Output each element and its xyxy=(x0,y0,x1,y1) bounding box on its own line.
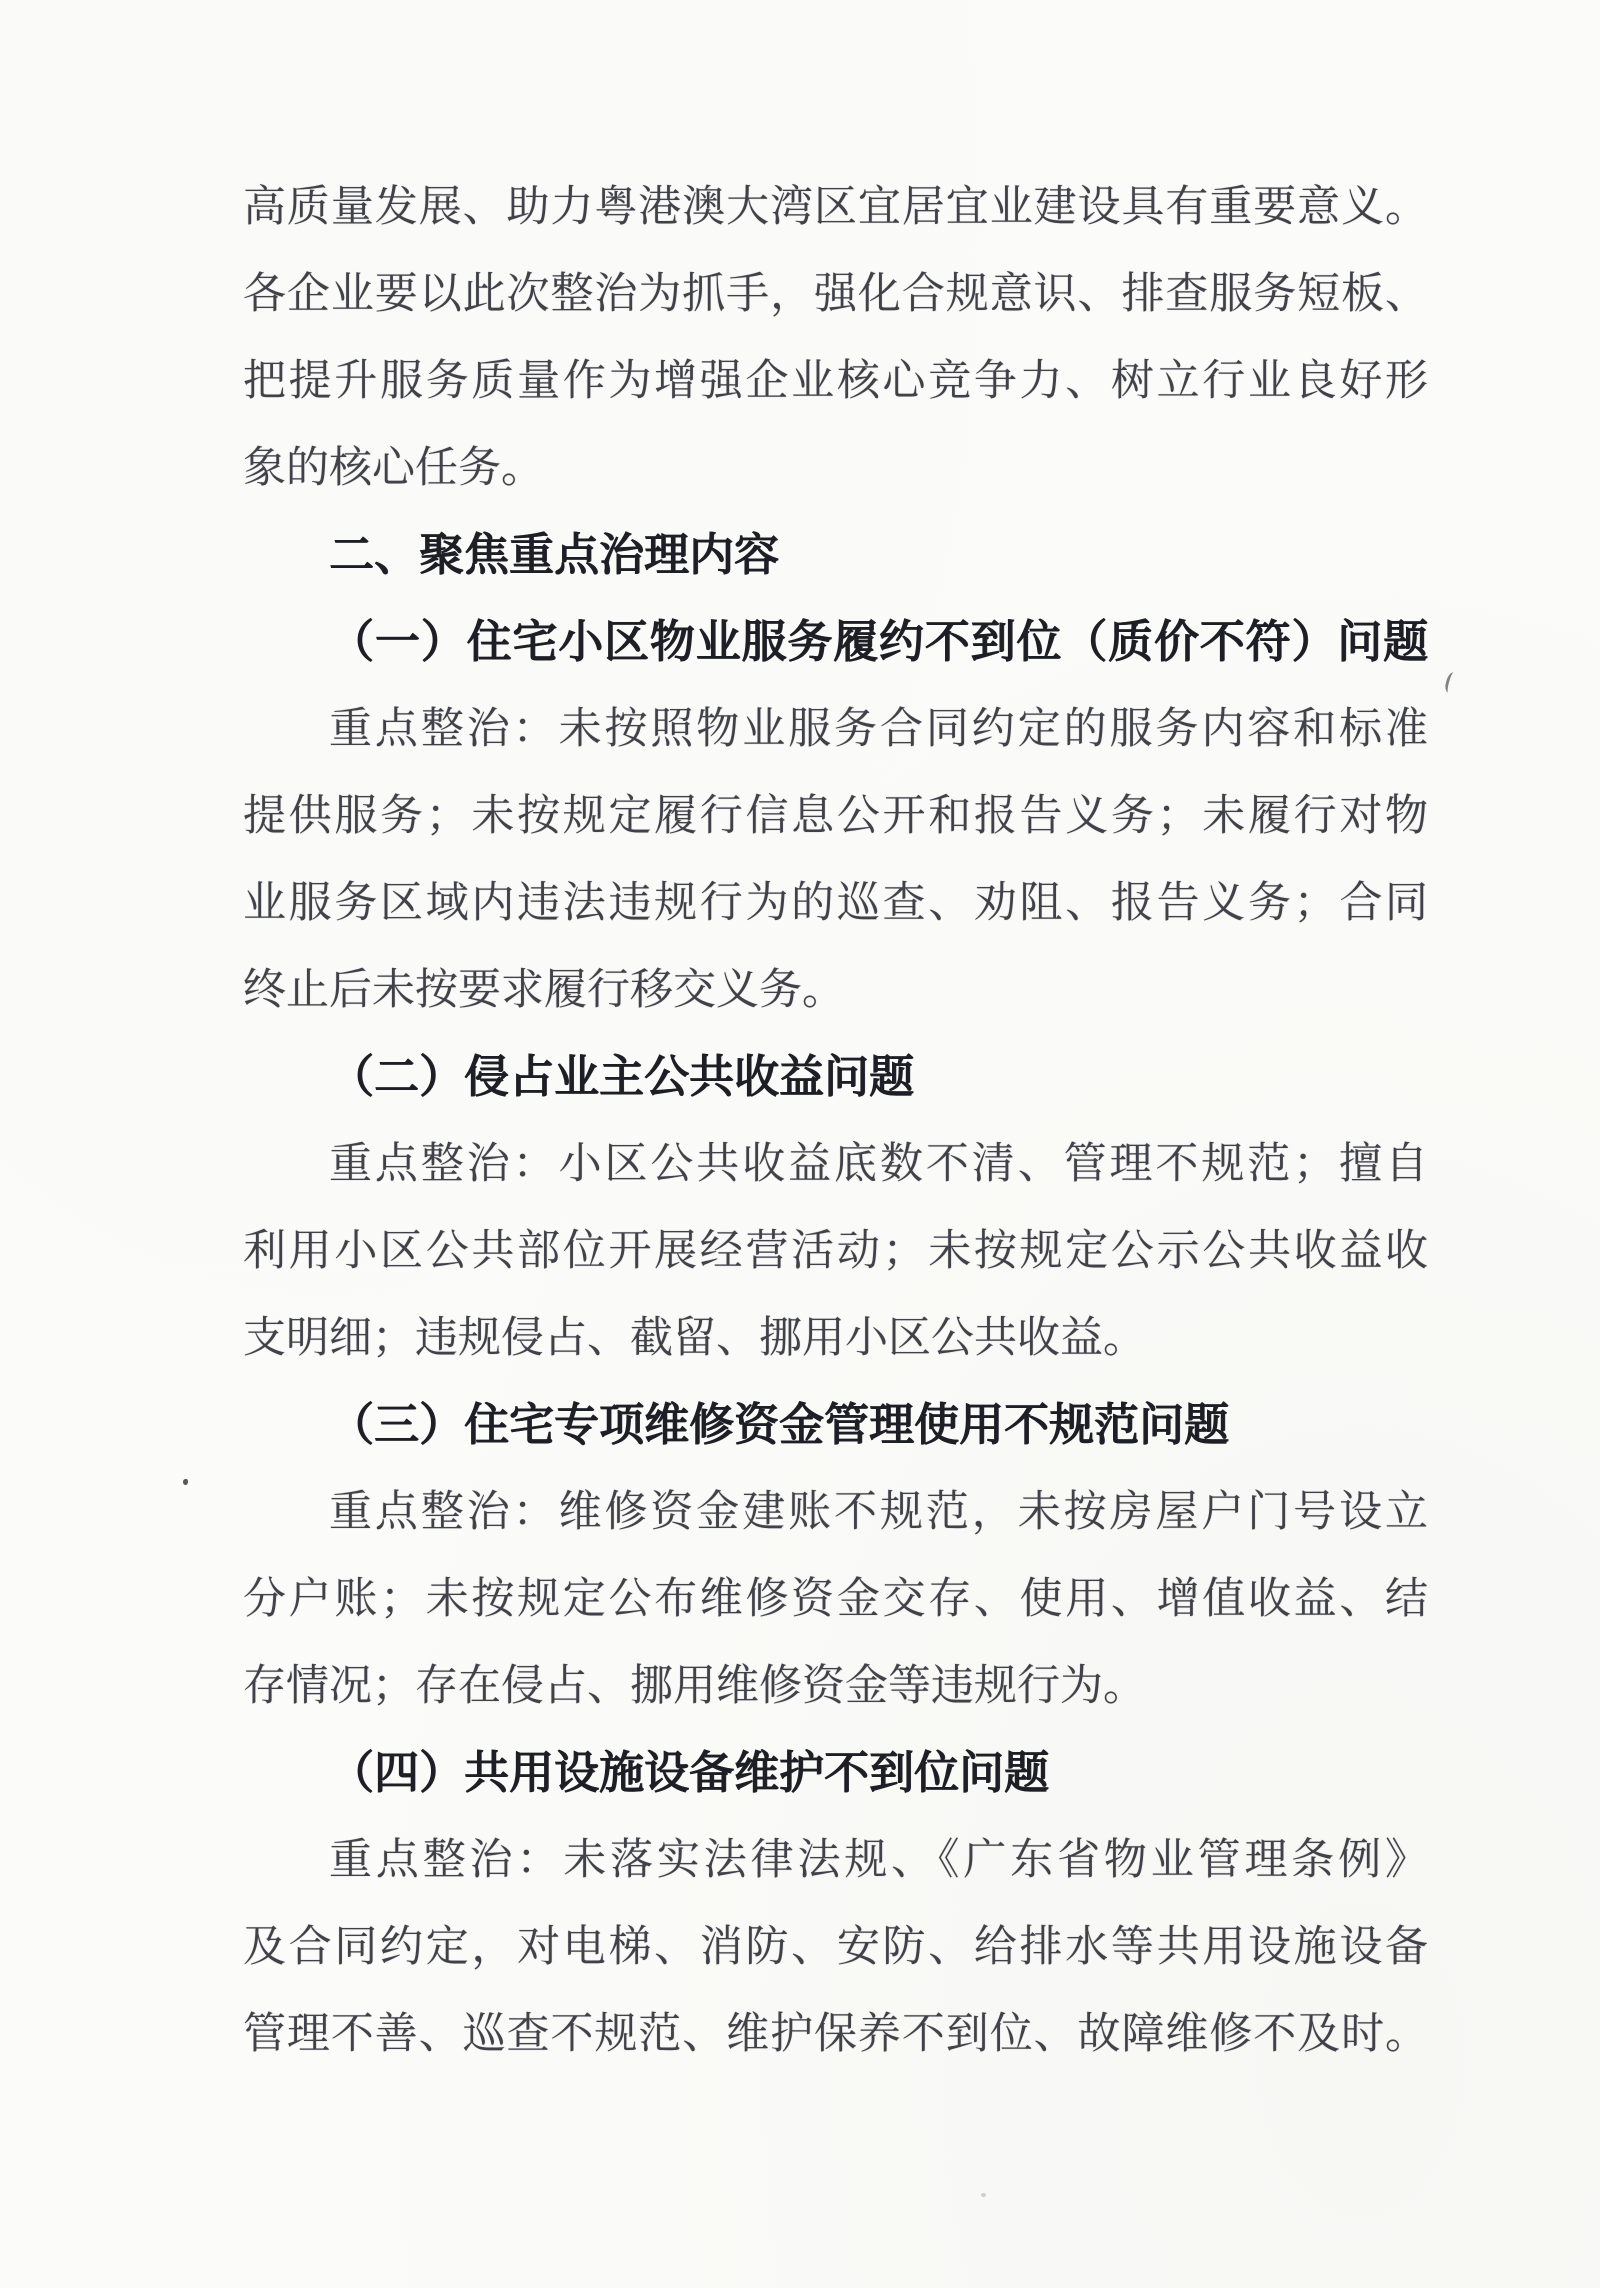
document-body-line: 重点整治：维修资金建账不规范，未按房屋户门号设立 xyxy=(329,1489,1428,1536)
document-heading-line: （一）住宅小区物业服务履约不到位（质价不符）问题 xyxy=(329,617,1428,667)
document-body-line: 分户账；未按规定公布维修资金交存、使用、增值收益、结 xyxy=(243,1576,1428,1623)
document-body-line: 提供服务；未按规定履行信息公开和报告义务；未履行对物 xyxy=(243,793,1428,840)
document-heading-line: （三）住宅专项维修资金管理使用不规范问题 xyxy=(329,1400,1230,1450)
document-body-line: 重点整治：未落实法律法规、《广东省物业管理条例》 xyxy=(329,1837,1428,1884)
document-body-line: 支明细；违规侵占、截留、挪用小区公共收益。 xyxy=(243,1315,1146,1362)
document-body-line: 存情况；存在侵占、挪用维修资金等违规行为。 xyxy=(243,1663,1146,1710)
document-body-line: 业服务区域内违法违规行为的巡查、劝阻、报告义务；合同 xyxy=(243,880,1428,927)
document-heading-line: （二）侵占业主公共收益问题 xyxy=(329,1052,915,1102)
document-text-block xyxy=(243,164,1428,2078)
document-heading-line: （四）共用设施设备维护不到位问题 xyxy=(329,1748,1050,1798)
pen-tick-mark xyxy=(1444,671,1459,694)
ink-speck-faint xyxy=(981,2193,986,2197)
document-heading-line: 二、聚焦重点治理内容 xyxy=(329,530,780,580)
document-body-line: 及合同约定，对电梯、消防、安防、给排水等共用设施设备 xyxy=(243,1924,1428,1971)
document-body-line: 管理不善、巡查不规范、维护保养不到位、故障维修不及时。 xyxy=(243,2011,1428,2058)
document-body-line: 把提升服务质量作为增强企业核心竞争力、树立行业良好形 xyxy=(243,358,1428,405)
document-body-line: 重点整治：未按照物业服务合同约定的服务内容和标准 xyxy=(329,706,1428,753)
document-body-line: 终止后未按要求履行移交义务。 xyxy=(243,967,845,1014)
ink-speck xyxy=(183,1479,188,1485)
document-body-line: 象的核心任务。 xyxy=(243,445,544,492)
document-body-line: 重点整治：小区公共收益底数不清、管理不规范；擅自 xyxy=(329,1141,1428,1188)
document-body-line: 各企业要以此次整治为抓手，强化合规意识、排查服务短板、 xyxy=(243,271,1428,318)
document-body-line: 利用小区公共部位开展经营活动；未按规定公示公共收益收 xyxy=(243,1228,1428,1275)
document-body-line: 高质量发展、助力粤港澳大湾区宜居宜业建设具有重要意义。 xyxy=(243,184,1428,231)
